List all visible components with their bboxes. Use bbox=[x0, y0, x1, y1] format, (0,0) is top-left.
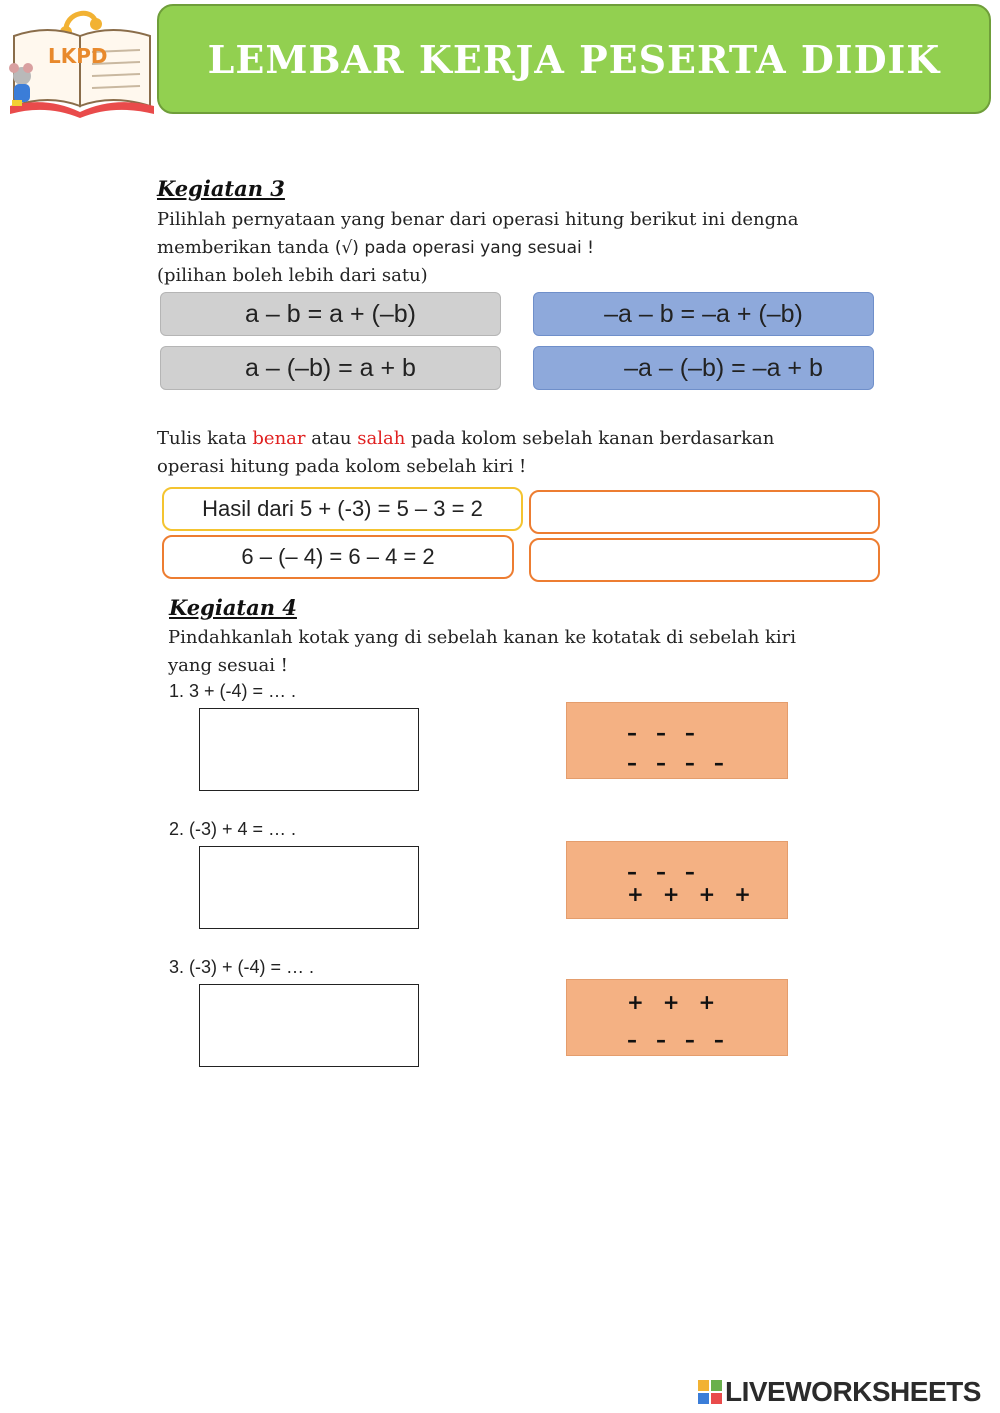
instruction-line: (pilihan boleh lebih dari satu) bbox=[157, 265, 428, 286]
instruction-line bbox=[157, 234, 897, 262]
kegiatan4-heading: Kegiatan 4 bbox=[169, 595, 297, 620]
option-3[interactable]: a – (–b) = a + b bbox=[160, 346, 501, 390]
title-banner bbox=[157, 4, 991, 114]
question-3: 3. (-3) + (-4) = … . bbox=[169, 957, 315, 977]
drag-tile-1[interactable] bbox=[566, 702, 788, 779]
drop-zone-1[interactable] bbox=[199, 708, 419, 791]
drag-tile-2[interactable] bbox=[566, 841, 788, 919]
kegiatan3-instruction bbox=[157, 206, 897, 290]
liveworksheets-logo-icon bbox=[697, 1379, 723, 1405]
drag-tile-3[interactable] bbox=[566, 979, 788, 1056]
question-2: 2. (-3) + 4 = … . bbox=[169, 819, 297, 839]
word-salah: salah bbox=[357, 428, 406, 449]
kegiatan3-instruction2 bbox=[157, 425, 897, 481]
answer-input-1[interactable] bbox=[529, 490, 880, 534]
option-1[interactable]: a – b = a + (–b) bbox=[160, 292, 501, 336]
instruction-line: Pilihlah pernyataan yang benar dari operasi hitung berikut ini dengna bbox=[157, 209, 799, 230]
liveworksheets-brand bbox=[697, 1375, 992, 1409]
tile-row: – – – – bbox=[627, 1028, 730, 1052]
instruction-text-checkmark: (√) pada operasi yang sesuai ! bbox=[334, 238, 594, 258]
word-benar: benar bbox=[252, 428, 306, 449]
instruction-line: operasi hitung pada kolom sebelah kiri ! bbox=[157, 456, 527, 477]
kegiatan3-heading: Kegiatan 3 bbox=[157, 176, 285, 201]
page-title: LEMBAR KERJA PESERTA DIDIK bbox=[207, 36, 941, 82]
option-4[interactable]: –a – (–b) = –a + b bbox=[533, 346, 874, 390]
tile-row: – – – bbox=[627, 721, 701, 745]
drop-zone-2[interactable] bbox=[199, 846, 419, 929]
instruction-line bbox=[157, 425, 897, 453]
instruction-text: pada kolom sebelah kanan berdasarkan bbox=[405, 428, 775, 449]
tile-row: – – – – bbox=[627, 751, 730, 775]
statement-1: Hasil dari 5 + (-3) = 5 – 3 = 2 bbox=[162, 487, 523, 531]
option-2[interactable]: –a – b = –a + (–b) bbox=[533, 292, 874, 336]
tile-row: + + + + bbox=[627, 882, 757, 906]
logo-text: LKPD bbox=[48, 44, 108, 68]
instruction-text: memberikan tanda bbox=[157, 237, 335, 258]
tile-row: – – – bbox=[627, 860, 701, 884]
kegiatan4-instruction bbox=[168, 624, 908, 680]
question-1: 1. 3 + (-4) = … . bbox=[169, 681, 297, 701]
instruction-text: Tulis kata bbox=[157, 428, 253, 449]
drop-zone-3[interactable] bbox=[199, 984, 419, 1067]
statement-2: 6 – (– 4) = 6 – 4 = 2 bbox=[162, 535, 514, 579]
tile-row: + + + bbox=[627, 990, 722, 1014]
instruction-line: yang sesuai ! bbox=[168, 655, 288, 676]
instruction-line: Pindahkanlah kotak yang di sebelah kanan ke kotatak di sebelah kiri bbox=[168, 627, 797, 648]
answer-input-2[interactable] bbox=[529, 538, 880, 582]
lkpd-logo bbox=[4, 2, 156, 120]
brand-text: LIVEWORKSHEETS bbox=[725, 1376, 981, 1407]
instruction-text: atau bbox=[305, 428, 358, 449]
